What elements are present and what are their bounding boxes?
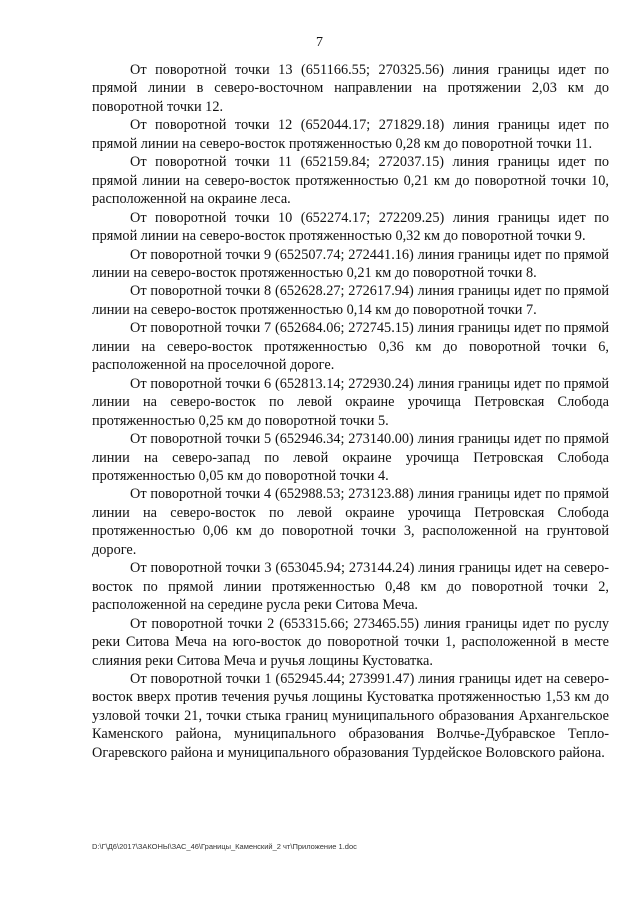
paragraph-point-13: От поворотной точки 13 (651166.55; 270325.56) линия границы идет по прямой линии в северо-восточном направлении на протяжении 2,03 км до поворотной точки 12. bbox=[92, 62, 609, 115]
paragraph-point-11: От поворотной точки 11 (652159.84; 272037.15) линия границы идет по прямой линии на северо-восток протяженностью 0,21 км до поворотной точки 10, расположенной на окраине леса. bbox=[92, 154, 609, 208]
paragraph-point-5: От поворотной точки 5 (652946.34; 273140.00) линия границы идет по прямой линии на северо-запад по левой окраине урочища Петровская Слобода протяженностью 0,05 км до поворотной точки 4. bbox=[92, 431, 609, 484]
paragraph-point-10: От поворотной точки 10 (652274.17; 272209.25) линия границы идет по прямой линии на северо-восток протяженностью 0,32 км до поворотной точки 9. bbox=[92, 209, 609, 245]
document-body bbox=[92, 61, 609, 762]
paragraph-point-8: От поворотной точки 8 (652628.27; 272617.94) линия границы идет по прямой линии на северо-восток протяженностью 0,14 км до поворотной точки 7. bbox=[92, 283, 609, 318]
paragraph-point-3: От поворотной точки 3 (653045.94; 273144.24) линия границы идет на северо-восток по прямой линии протяженностью 0,48 км до поворотной точки 2, расположенной на середине русла реки Ситова Меча. bbox=[92, 560, 609, 614]
paragraph-point-9: От поворотной точки 9 (652507.74; 272441.16) линия границы идет по прямой линии на северо-восток протяженностью 0,21 км до поворотной точки 8. bbox=[92, 246, 609, 281]
paragraph-point-7: От поворотной точки 7 (652684.06; 272745.15) линия границы идет по прямой линии на северо-восток протяженностью 0,36 км до поворотной точки 6, расположенной на проселочной дороге. bbox=[92, 320, 609, 374]
paragraph-point-12: От поворотной точки 12 (652044.17; 271829.18) линия границы идет по прямой линии на северо-восток протяженностью 0,28 км до поворотной точки 11. bbox=[92, 117, 609, 152]
file-path-footer: D:\Г\Д6\2017\ЗАКОНЫ\ЗАС_46\Границы_Каменский_2 чт\Приложение 1.doc bbox=[92, 842, 357, 851]
page-number: 7 bbox=[316, 35, 323, 50]
paragraph-point-1: От поворотной точки 1 (652945.44; 273991.47) линия границы идет на северо-восток вверх против течения ручья лощины Кустоватка протяженностью 1,53 км до узловой точки 21, точки стыка границ муниципального образования Архангельское Каменского района, муниципального образования Волчье-Дубравское Тепло-Огаревского района и муниципального образования Турдейское Воловского района. bbox=[92, 670, 609, 761]
paragraph-point-2: От поворотной точки 2 (653315.66; 273465.55) линия границы идет по руслу реки Ситова Меча на юго-восток до поворотной точки 1, расположенной в месте слияния реки Ситова Меча и ручья лощины Кустоватка. bbox=[92, 615, 609, 669]
paragraph-point-6: От поворотной точки 6 (652813.14; 272930.24) линия границы идет по прямой линии на северо-восток по левой окраине урочища Петровская Слобода протяженностью 0,25 км до поворотной точки 5. bbox=[92, 375, 609, 429]
paragraph-point-4: От поворотной точки 4 (652988.53; 273123.88) линия границы идет по прямой линии на северо-восток по левой окраине урочища Петровская Слобода протяженностью 0,06 км до поворотной точки 3, расположенной на грунтовой дороге. bbox=[92, 486, 609, 558]
